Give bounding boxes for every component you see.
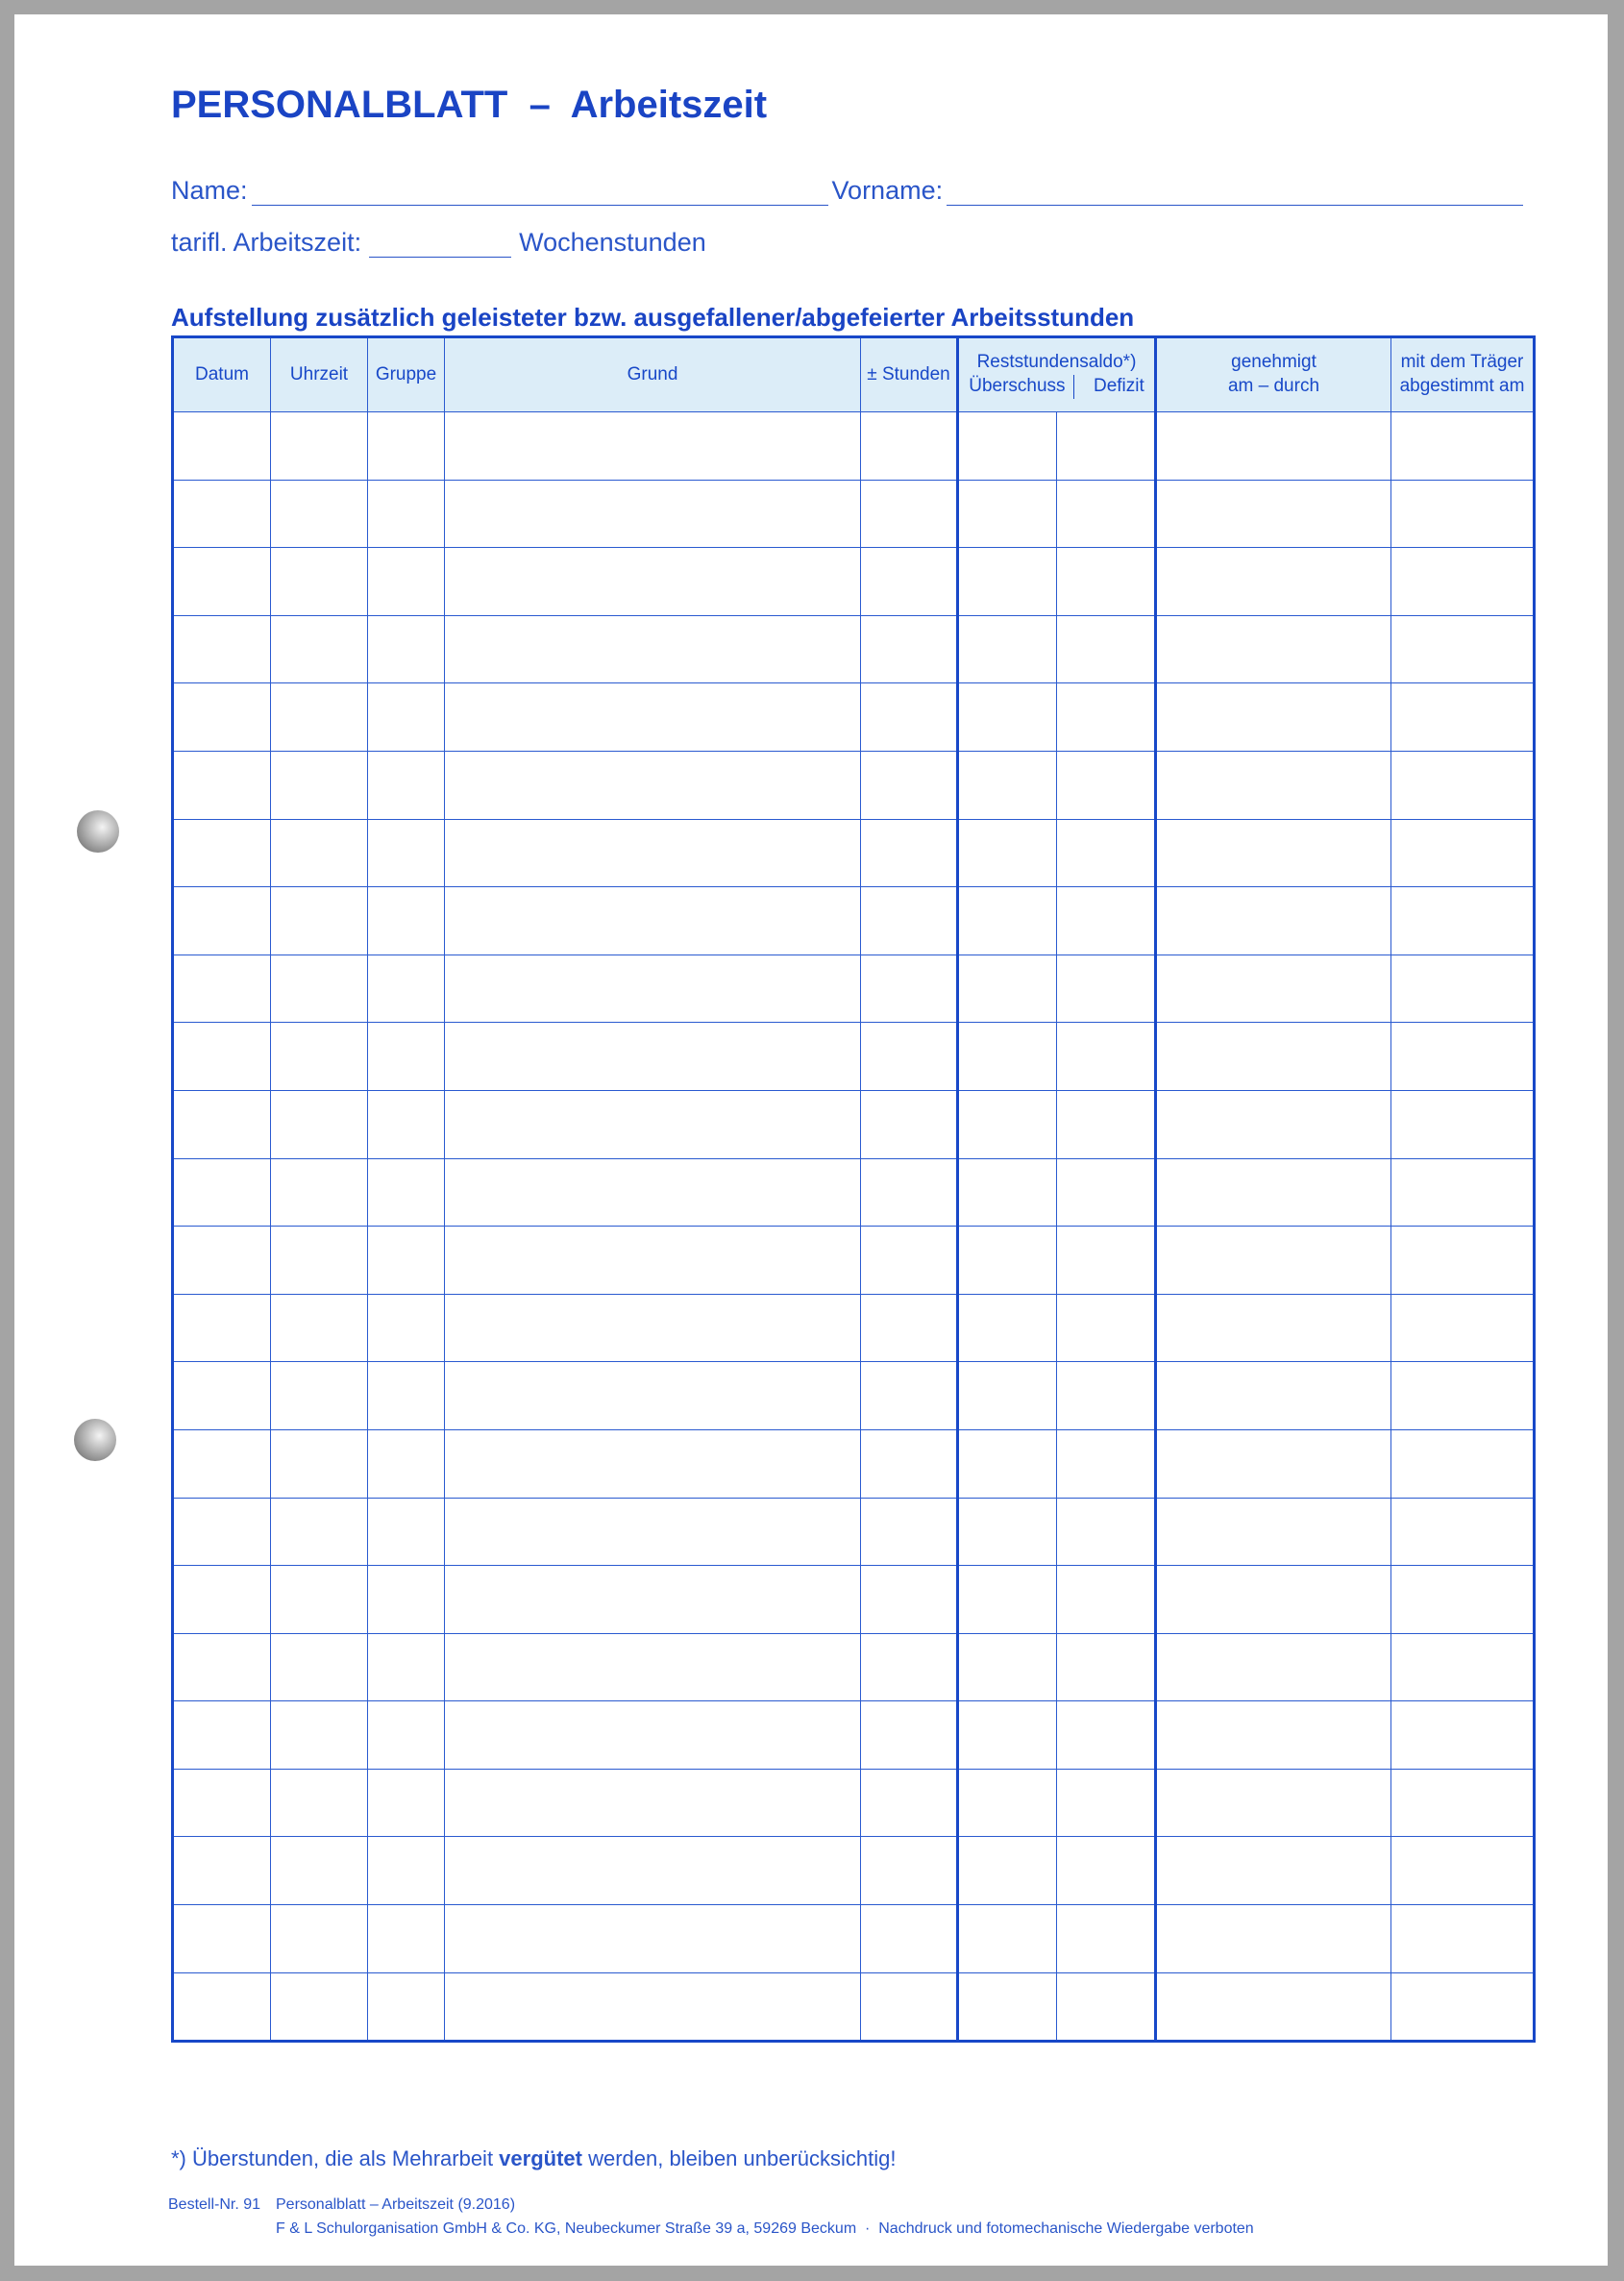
punch-hole xyxy=(74,1419,116,1461)
cell-ueberschuss[interactable] xyxy=(958,1701,1057,1770)
cell-datum[interactable] xyxy=(173,412,271,481)
cell-uhrzeit[interactable] xyxy=(271,1837,368,1905)
cell-uhrzeit[interactable] xyxy=(271,887,368,955)
cell-traeger[interactable] xyxy=(1391,1633,1535,1701)
cell-uhrzeit[interactable] xyxy=(271,1023,368,1091)
cell-gruppe[interactable] xyxy=(368,1362,445,1430)
cell-traeger[interactable] xyxy=(1391,819,1535,887)
cell-stunden[interactable] xyxy=(861,412,958,481)
cell-ueberschuss[interactable] xyxy=(958,1633,1057,1701)
cell-genehmigt[interactable] xyxy=(1156,1905,1391,1973)
cell-defizit[interactable] xyxy=(1057,1090,1156,1158)
cell-gruppe[interactable] xyxy=(368,1837,445,1905)
cell-stunden[interactable] xyxy=(861,615,958,683)
cell-gruppe[interactable] xyxy=(368,1498,445,1566)
cell-uhrzeit[interactable] xyxy=(271,548,368,616)
cell-defizit[interactable] xyxy=(1057,751,1156,819)
cell-defizit[interactable] xyxy=(1057,1429,1156,1498)
table-row xyxy=(173,1227,1535,1295)
cell-gruppe[interactable] xyxy=(368,683,445,752)
cell-grund[interactable] xyxy=(445,1498,861,1566)
cell-datum[interactable] xyxy=(173,1972,271,2042)
table-row xyxy=(173,615,1535,683)
cell-traeger[interactable] xyxy=(1391,1498,1535,1566)
cell-datum[interactable] xyxy=(173,1429,271,1498)
cell-uhrzeit[interactable] xyxy=(271,1429,368,1498)
table-row xyxy=(173,1633,1535,1701)
footnote-text: *) Überstunden, die als Mehrarbeit xyxy=(171,2146,500,2170)
form-page xyxy=(14,14,1608,2266)
cell-gruppe[interactable] xyxy=(368,819,445,887)
cell-datum[interactable] xyxy=(173,1158,271,1227)
table-row xyxy=(173,955,1535,1023)
cell-grund[interactable] xyxy=(445,615,861,683)
cell-gruppe[interactable] xyxy=(368,751,445,819)
cell-grund[interactable] xyxy=(445,412,861,481)
cell-uhrzeit[interactable] xyxy=(271,412,368,481)
arbeitszeit-row xyxy=(171,228,706,258)
cell-traeger[interactable] xyxy=(1391,480,1535,548)
cell-grund[interactable] xyxy=(445,1158,861,1227)
cell-datum[interactable] xyxy=(173,1905,271,1973)
cell-traeger[interactable] xyxy=(1391,1158,1535,1227)
cell-uhrzeit[interactable] xyxy=(271,1633,368,1701)
cell-defizit[interactable] xyxy=(1057,1362,1156,1430)
header-gruppe: Gruppe xyxy=(368,337,445,412)
cell-stunden[interactable] xyxy=(861,683,958,752)
table-row xyxy=(173,1362,1535,1430)
cell-traeger[interactable] xyxy=(1391,1362,1535,1430)
cell-grund[interactable] xyxy=(445,1633,861,1701)
cell-datum[interactable] xyxy=(173,480,271,548)
cell-defizit[interactable] xyxy=(1057,1701,1156,1770)
cell-stunden[interactable] xyxy=(861,1362,958,1430)
cell-genehmigt[interactable] xyxy=(1156,683,1391,752)
cell-ueberschuss[interactable] xyxy=(958,955,1057,1023)
footnote-text-end: werden, bleiben unberücksichtig! xyxy=(581,2146,897,2170)
cell-traeger[interactable] xyxy=(1391,548,1535,616)
cell-defizit[interactable] xyxy=(1057,1294,1156,1362)
name-label: Name: xyxy=(171,176,248,205)
cell-genehmigt[interactable] xyxy=(1156,1023,1391,1091)
cell-grund[interactable] xyxy=(445,1023,861,1091)
cell-datum[interactable] xyxy=(173,615,271,683)
cell-datum[interactable] xyxy=(173,819,271,887)
cell-datum[interactable] xyxy=(173,1837,271,1905)
cell-stunden[interactable] xyxy=(861,1090,958,1158)
cell-uhrzeit[interactable] xyxy=(271,1158,368,1227)
cell-grund[interactable] xyxy=(445,548,861,616)
cell-genehmigt[interactable] xyxy=(1156,1701,1391,1770)
cell-genehmigt[interactable] xyxy=(1156,548,1391,616)
cell-uhrzeit[interactable] xyxy=(271,1090,368,1158)
cell-datum[interactable] xyxy=(173,548,271,616)
cell-genehmigt[interactable] xyxy=(1156,1158,1391,1227)
cell-genehmigt[interactable] xyxy=(1156,1429,1391,1498)
cell-genehmigt[interactable] xyxy=(1156,819,1391,887)
table-row xyxy=(173,480,1535,548)
cell-grund[interactable] xyxy=(445,887,861,955)
cell-genehmigt[interactable] xyxy=(1156,1566,1391,1634)
name-field[interactable] xyxy=(252,180,828,206)
cell-traeger[interactable] xyxy=(1391,1701,1535,1770)
cell-grund[interactable] xyxy=(445,683,861,752)
cell-datum[interactable] xyxy=(173,1023,271,1091)
cell-gruppe[interactable] xyxy=(368,615,445,683)
table-row xyxy=(173,1158,1535,1227)
traeger-line1: mit dem Träger xyxy=(1400,352,1524,373)
table-row xyxy=(173,1429,1535,1498)
cell-stunden[interactable] xyxy=(861,819,958,887)
table-row xyxy=(173,412,1535,481)
cell-defizit[interactable] xyxy=(1057,1769,1156,1837)
footnote-bold: vergütet xyxy=(499,2146,582,2170)
cell-defizit[interactable] xyxy=(1057,1837,1156,1905)
cell-traeger[interactable] xyxy=(1391,1090,1535,1158)
cell-ueberschuss[interactable] xyxy=(958,1905,1057,1973)
cell-stunden[interactable] xyxy=(861,1769,958,1837)
header-reststunden xyxy=(958,337,1156,412)
cell-ueberschuss[interactable] xyxy=(958,819,1057,887)
table-row xyxy=(173,1294,1535,1362)
cell-ueberschuss[interactable] xyxy=(958,1837,1057,1905)
cell-genehmigt[interactable] xyxy=(1156,1498,1391,1566)
cell-datum[interactable] xyxy=(173,887,271,955)
cell-uhrzeit[interactable] xyxy=(271,480,368,548)
cell-ueberschuss[interactable] xyxy=(958,683,1057,752)
cell-grund[interactable] xyxy=(445,1227,861,1295)
arbeitszeit-field[interactable] xyxy=(369,232,511,258)
cell-traeger[interactable] xyxy=(1391,1429,1535,1498)
punch-hole xyxy=(77,810,119,853)
table-row xyxy=(173,1769,1535,1837)
cell-gruppe[interactable] xyxy=(368,1090,445,1158)
cell-stunden[interactable] xyxy=(861,751,958,819)
cell-ueberschuss[interactable] xyxy=(958,751,1057,819)
cell-defizit[interactable] xyxy=(1057,1158,1156,1227)
cell-uhrzeit[interactable] xyxy=(271,1227,368,1295)
cell-uhrzeit[interactable] xyxy=(271,1498,368,1566)
cell-grund[interactable] xyxy=(445,1294,861,1362)
cell-gruppe[interactable] xyxy=(368,548,445,616)
arbeitszeit-unit: Wochenstunden xyxy=(519,228,706,257)
table-row xyxy=(173,1972,1535,2042)
cell-defizit[interactable] xyxy=(1057,955,1156,1023)
cell-datum[interactable] xyxy=(173,1498,271,1566)
cell-traeger[interactable] xyxy=(1391,1837,1535,1905)
cell-traeger[interactable] xyxy=(1391,412,1535,481)
cell-ueberschuss[interactable] xyxy=(958,1090,1057,1158)
cell-gruppe[interactable] xyxy=(368,1158,445,1227)
table-row xyxy=(173,1837,1535,1905)
cell-stunden[interactable] xyxy=(861,1905,958,1973)
cell-gruppe[interactable] xyxy=(368,1566,445,1634)
cell-traeger[interactable] xyxy=(1391,955,1535,1023)
cell-traeger[interactable] xyxy=(1391,1905,1535,1973)
table-row xyxy=(173,887,1535,955)
cell-traeger[interactable] xyxy=(1391,683,1535,752)
cell-uhrzeit[interactable] xyxy=(271,1972,368,2042)
header-traeger xyxy=(1391,337,1535,412)
cell-traeger[interactable] xyxy=(1391,887,1535,955)
table-row xyxy=(173,1905,1535,1973)
table-row xyxy=(173,751,1535,819)
cell-uhrzeit[interactable] xyxy=(271,751,368,819)
cell-stunden[interactable] xyxy=(861,1294,958,1362)
cell-defizit[interactable] xyxy=(1057,615,1156,683)
cell-datum[interactable] xyxy=(173,1090,271,1158)
genehmigt-label: genehmigt xyxy=(1231,352,1316,373)
cell-traeger[interactable] xyxy=(1391,615,1535,683)
cell-uhrzeit[interactable] xyxy=(271,1294,368,1362)
cell-stunden[interactable] xyxy=(861,548,958,616)
cell-gruppe[interactable] xyxy=(368,1769,445,1837)
cell-genehmigt[interactable] xyxy=(1156,412,1391,481)
cell-ueberschuss[interactable] xyxy=(958,1429,1057,1498)
cell-stunden[interactable] xyxy=(861,1701,958,1770)
cell-grund[interactable] xyxy=(445,1429,861,1498)
header-datum: Datum xyxy=(173,337,271,412)
cell-traeger[interactable] xyxy=(1391,1972,1535,2042)
cell-gruppe[interactable] xyxy=(368,1905,445,1973)
cell-datum[interactable] xyxy=(173,1769,271,1837)
cell-datum[interactable] xyxy=(173,1362,271,1430)
page-title: PERSONALBLATT – Arbeitszeit xyxy=(171,84,768,126)
cell-uhrzeit[interactable] xyxy=(271,1905,368,1973)
cell-ueberschuss[interactable] xyxy=(958,412,1057,481)
section-heading: Aufstellung zusätzlich geleisteter bzw. ausgefallener/abgefeierter Arbeitsstunden xyxy=(171,303,1135,332)
cell-grund[interactable] xyxy=(445,819,861,887)
cell-datum[interactable] xyxy=(173,1566,271,1634)
cell-datum[interactable] xyxy=(173,1633,271,1701)
cell-grund[interactable] xyxy=(445,1566,861,1634)
name-row xyxy=(171,176,1527,206)
cell-gruppe[interactable] xyxy=(368,887,445,955)
cell-datum[interactable] xyxy=(173,751,271,819)
cell-stunden[interactable] xyxy=(861,955,958,1023)
header-grund: Grund xyxy=(445,337,861,412)
cell-ueberschuss[interactable] xyxy=(958,1227,1057,1295)
cell-defizit[interactable] xyxy=(1057,548,1156,616)
document-id: Personalblatt – Arbeitszeit (9.2016) xyxy=(276,2196,516,2213)
cell-traeger[interactable] xyxy=(1391,1294,1535,1362)
cell-stunden[interactable] xyxy=(861,1633,958,1701)
cell-traeger[interactable] xyxy=(1391,1566,1535,1634)
cell-datum[interactable] xyxy=(173,1701,271,1770)
order-number: Bestell-Nr. 91 xyxy=(168,2196,261,2213)
cell-defizit[interactable] xyxy=(1057,1633,1156,1701)
header-ueberschuss: Überschuss xyxy=(969,375,1073,399)
table-row xyxy=(173,1498,1535,1566)
header-stunden: ± Stunden xyxy=(861,337,958,412)
cell-ueberschuss[interactable] xyxy=(958,887,1057,955)
cell-ueberschuss[interactable] xyxy=(958,1023,1057,1091)
cell-defizit[interactable] xyxy=(1057,1566,1156,1634)
cell-genehmigt[interactable] xyxy=(1156,1227,1391,1295)
cell-defizit[interactable] xyxy=(1057,819,1156,887)
cell-uhrzeit[interactable] xyxy=(271,1362,368,1430)
cell-genehmigt[interactable] xyxy=(1156,615,1391,683)
cell-ueberschuss[interactable] xyxy=(958,1769,1057,1837)
cell-defizit[interactable] xyxy=(1057,887,1156,955)
table-row xyxy=(173,683,1535,752)
cell-traeger[interactable] xyxy=(1391,1023,1535,1091)
cell-stunden[interactable] xyxy=(861,1498,958,1566)
table-header-row xyxy=(173,337,1535,412)
cell-traeger[interactable] xyxy=(1391,751,1535,819)
cell-ueberschuss[interactable] xyxy=(958,1362,1057,1430)
cell-stunden[interactable] xyxy=(861,1972,958,2042)
cell-genehmigt[interactable] xyxy=(1156,1769,1391,1837)
cell-genehmigt[interactable] xyxy=(1156,1294,1391,1362)
footnote xyxy=(171,2146,897,2171)
cell-uhrzeit[interactable] xyxy=(271,683,368,752)
cell-ueberschuss[interactable] xyxy=(958,480,1057,548)
cell-genehmigt[interactable] xyxy=(1156,1362,1391,1430)
cell-stunden[interactable] xyxy=(861,1158,958,1227)
vorname-label: Vorname: xyxy=(831,176,944,205)
traeger-line2: abgestimmt am xyxy=(1399,376,1525,396)
table-row xyxy=(173,1090,1535,1158)
cell-defizit[interactable] xyxy=(1057,1498,1156,1566)
cell-stunden[interactable] xyxy=(861,480,958,548)
cell-traeger[interactable] xyxy=(1391,1227,1535,1295)
hours-table xyxy=(171,335,1536,2043)
cell-uhrzeit[interactable] xyxy=(271,955,368,1023)
cell-gruppe[interactable] xyxy=(368,1701,445,1770)
cell-stunden[interactable] xyxy=(861,1566,958,1634)
cell-datum[interactable] xyxy=(173,1227,271,1295)
cell-datum[interactable] xyxy=(173,683,271,752)
cell-traeger[interactable] xyxy=(1391,1769,1535,1837)
cell-grund[interactable] xyxy=(445,1769,861,1837)
table-row xyxy=(173,548,1535,616)
cell-genehmigt[interactable] xyxy=(1156,955,1391,1023)
cell-gruppe[interactable] xyxy=(368,955,445,1023)
cell-gruppe[interactable] xyxy=(368,1294,445,1362)
cell-defizit[interactable] xyxy=(1057,412,1156,481)
cell-genehmigt[interactable] xyxy=(1156,1633,1391,1701)
publisher-info: F & L Schulorganisation GmbH & Co. KG, Neubeckumer Straße 39 a, 59269 Beckum · Nachdruck und fotomechanische Wiedergabe verboten xyxy=(276,2220,1254,2237)
cell-gruppe[interactable] xyxy=(368,1633,445,1701)
cell-ueberschuss[interactable] xyxy=(958,1498,1057,1566)
cell-gruppe[interactable] xyxy=(368,1972,445,2042)
cell-stunden[interactable] xyxy=(861,1227,958,1295)
cell-grund[interactable] xyxy=(445,955,861,1023)
cell-stunden[interactable] xyxy=(861,1429,958,1498)
reststunden-label: Reststundensaldo*) xyxy=(976,352,1137,373)
cell-gruppe[interactable] xyxy=(368,412,445,481)
vorname-field[interactable] xyxy=(947,180,1523,206)
cell-ueberschuss[interactable] xyxy=(958,1158,1057,1227)
cell-gruppe[interactable] xyxy=(368,1227,445,1295)
cell-stunden[interactable] xyxy=(861,887,958,955)
table-row xyxy=(173,1701,1535,1770)
cell-gruppe[interactable] xyxy=(368,480,445,548)
cell-grund[interactable] xyxy=(445,751,861,819)
cell-uhrzeit[interactable] xyxy=(271,1769,368,1837)
cell-genehmigt[interactable] xyxy=(1156,1090,1391,1158)
cell-ueberschuss[interactable] xyxy=(958,1566,1057,1634)
cell-ueberschuss[interactable] xyxy=(958,1294,1057,1362)
cell-genehmigt[interactable] xyxy=(1156,1972,1391,2042)
table-row xyxy=(173,1023,1535,1091)
cell-uhrzeit[interactable] xyxy=(271,615,368,683)
header-uhrzeit: Uhrzeit xyxy=(271,337,368,412)
cell-grund[interactable] xyxy=(445,1972,861,2042)
cell-defizit[interactable] xyxy=(1057,683,1156,752)
cell-defizit[interactable] xyxy=(1057,1972,1156,2042)
cell-stunden[interactable] xyxy=(861,1023,958,1091)
cell-uhrzeit[interactable] xyxy=(271,1566,368,1634)
cell-grund[interactable] xyxy=(445,1090,861,1158)
cell-gruppe[interactable] xyxy=(368,1023,445,1091)
cell-ueberschuss[interactable] xyxy=(958,1972,1057,2042)
cell-ueberschuss[interactable] xyxy=(958,615,1057,683)
cell-genehmigt[interactable] xyxy=(1156,887,1391,955)
cell-ueberschuss[interactable] xyxy=(958,548,1057,616)
cell-genehmigt[interactable] xyxy=(1156,1837,1391,1905)
table-row xyxy=(173,819,1535,887)
cell-genehmigt[interactable] xyxy=(1156,480,1391,548)
cell-defizit[interactable] xyxy=(1057,1905,1156,1973)
cell-grund[interactable] xyxy=(445,1905,861,1973)
cell-genehmigt[interactable] xyxy=(1156,751,1391,819)
cell-grund[interactable] xyxy=(445,1362,861,1430)
arbeitszeit-label: tarifl. Arbeitszeit: xyxy=(171,228,362,257)
cell-uhrzeit[interactable] xyxy=(271,1701,368,1770)
cell-uhrzeit[interactable] xyxy=(271,819,368,887)
genehmigt-sub: am – durch xyxy=(1227,376,1320,396)
table-row xyxy=(173,1566,1535,1634)
cell-datum[interactable] xyxy=(173,1294,271,1362)
header-defizit: Defizit xyxy=(1093,376,1144,396)
cell-gruppe[interactable] xyxy=(368,1429,445,1498)
cell-grund[interactable] xyxy=(445,1837,861,1905)
cell-datum[interactable] xyxy=(173,955,271,1023)
cell-defizit[interactable] xyxy=(1057,480,1156,548)
cell-grund[interactable] xyxy=(445,480,861,548)
cell-defizit[interactable] xyxy=(1057,1227,1156,1295)
cell-grund[interactable] xyxy=(445,1701,861,1770)
cell-defizit[interactable] xyxy=(1057,1023,1156,1091)
header-genehmigt xyxy=(1156,337,1391,412)
cell-stunden[interactable] xyxy=(861,1837,958,1905)
